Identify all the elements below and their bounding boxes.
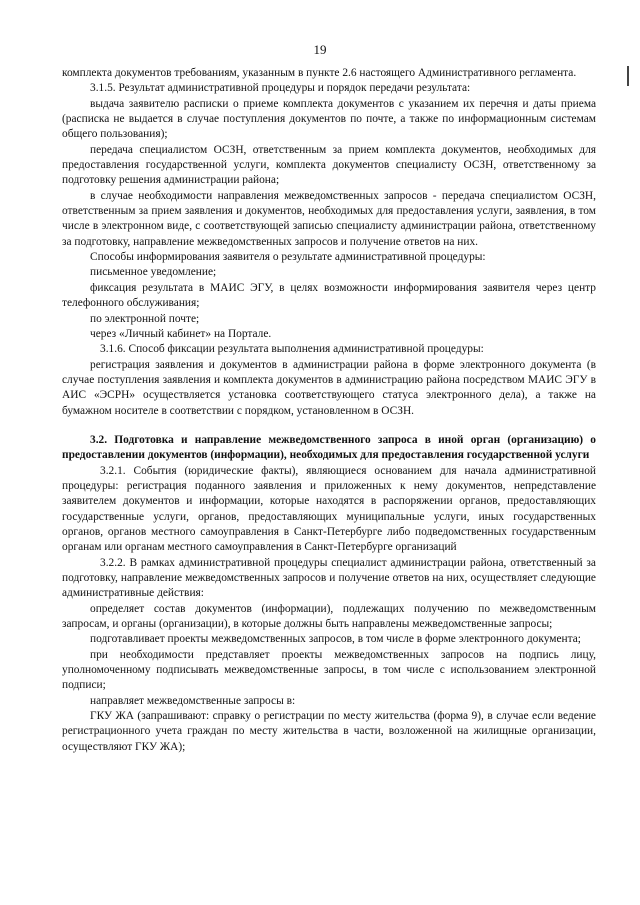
page-number: 19 <box>313 42 327 57</box>
paragraph: Способы информирования заявителя о результате административной процедуры: <box>90 251 486 264</box>
paragraph: регистрация заявления и документов в администрации района в форме электронного документа (в случае поступления заявления и комплекта документов в администрацию района посредством МАИС ЭГУ в АИС «ЭСРН» осуществляется установка соответствующего статуса электронного дела), а также на бумажном носителе в соответствии с порядком, установленном в ОСЗН. <box>62 358 596 417</box>
paragraph: передача специалистом ОСЗН, ответственным за прием комплекта документов, необходимых для предоставления государственной услуги, комплекта документов специалисту ОСЗН, ответственному за подготовку решения администрации района; <box>62 143 596 187</box>
paragraph: направляет межведомственные запросы в: <box>90 694 296 707</box>
paragraph: 3.2.1. События (юридические факты), являющиеся основанием для начала административной процедуры: регистрация поданного заявления и приложенных к нему документов, непредставление заявителем документов и информации, которые находятся в распоряжении органов, предоставляющих государственные услуги, органов, предоставляющих муниципальные услуги, иных государственных органов, органов местного самоуправления в Санкт-Петербурге либо подведомственных государственным органам или органам местного самоуправления в Санкт-Петербурге организаций <box>62 464 596 554</box>
paragraph: в случае необходимости направления межведомственных запросов - передача специалистом ОСЗН, ответственным за прием заявления и документов, необходимых для предоставления услуги, заявления, в том числе в электронном виде, с соответствующей записью специалисту администрации района, ответственному за подготовку, направление межведомственных запросов и получение ответов на них. <box>62 189 596 248</box>
paragraph: по электронной почте; <box>90 312 200 325</box>
paragraph: при необходимости представляет проекты межведомственных запросов на подпись лицу, уполномоченному подписывать межведомственные запросы, в том числе с использованием электронной подписи; <box>62 648 596 692</box>
paragraph: фиксация результата в МАИС ЭГУ, в целях возможности информирования заявителя через центр телефонного обслуживания; <box>62 281 596 310</box>
paragraph: определяет состав документов (информации), подлежащих получению по межведомственным запросам, и органы (организации), в которые должны быть направлены межведомственные запросы; <box>62 602 596 631</box>
paragraph: комплекта документов требованиям, указанным в пункте 2.6 настоящего Административного регламента. <box>62 67 577 79</box>
section-gap <box>62 419 596 433</box>
paragraph: ГКУ ЖА (запрашивают: справку о регистрации по месту жительства (форма 9), в случае если ведение регистрационного учета граждан по месту жительства в части, возложенной на жилищные организации, осуществляют ГКУ ЖА); <box>62 710 596 753</box>
paragraph: 3.1.6. Способ фиксации результата выполнения административной процедуры: <box>100 343 484 356</box>
paragraph: выдача заявителю расписки о приеме комплекта документов с указанием их перечня и даты приема (расписка не выдается в случае поступления документов по почте, а также по информационным системам общего пользования); <box>62 97 596 141</box>
paragraph: письменное уведомление; <box>90 266 217 279</box>
section-heading: 3.2. Подготовка и направление межведомственного запроса в иной орган (организацию) о предоставлении документов (информации), необходимых для предоставления государственной услуги <box>62 433 596 462</box>
paragraph: 3.1.5. Результат административной процедуры и порядок передачи результата: <box>90 82 471 95</box>
document-body <box>62 66 596 755</box>
paragraph: подготавливает проекты межведомственных запросов, в том числе в форме электронного документа; <box>90 633 581 646</box>
scan-margin-mark <box>627 66 629 86</box>
paragraph: через «Личный кабинет» на Портале. <box>90 327 272 340</box>
paragraph: 3.2.2. В рамках административной процедуры специалист администрации района, ответственный за подготовку, направление межведомственных запросов и получение ответов на них, осуществляет следующие административные действия: <box>62 556 596 600</box>
